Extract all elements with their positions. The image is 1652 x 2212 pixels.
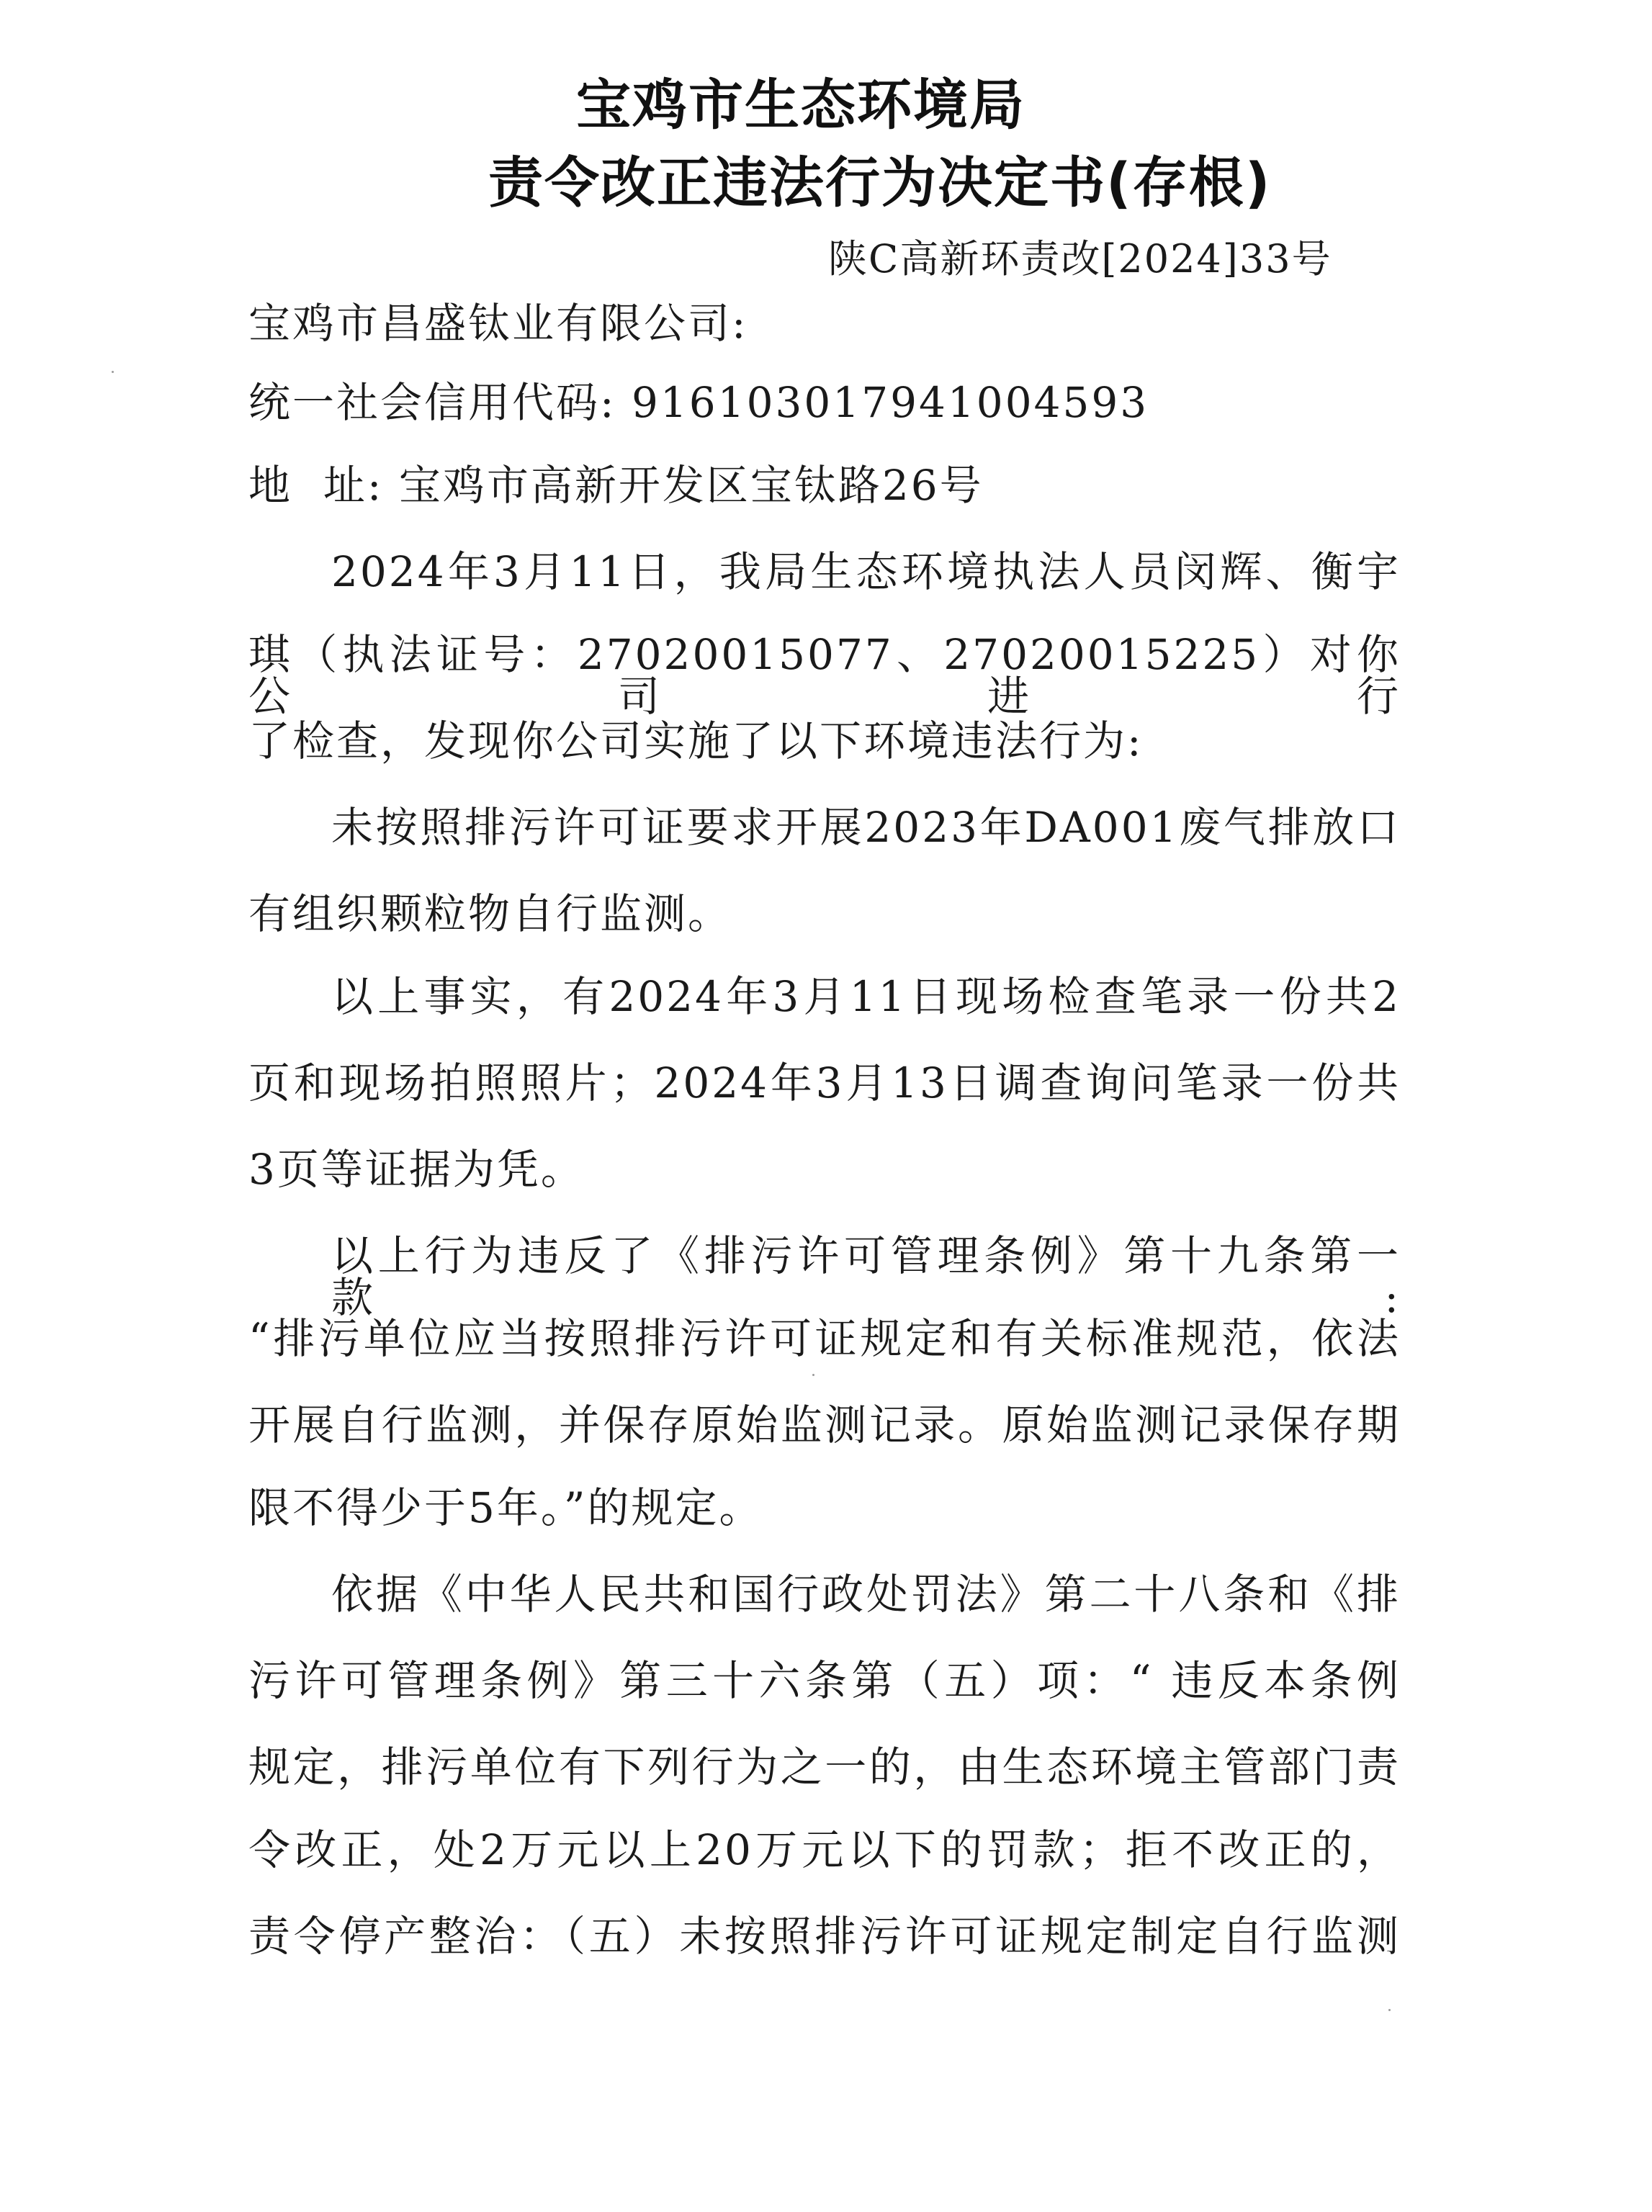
- body-line: 开展自行监测，并保存原始监测记录。原始监测记录保存期: [248, 1401, 1401, 1449]
- body-line: “排污单位应当按照排污许可证规定和有关标准规范，依法: [248, 1314, 1401, 1363]
- document-title-type: 责令改正违法行为决定书(存根): [488, 150, 1272, 215]
- body-line: 了检查，发现你公司实施了以下环境违法行为:: [248, 716, 1144, 765]
- body-line: 规定，排污单位有下列行为之一的，由生态环境主管部门责: [248, 1743, 1401, 1791]
- scan-speck: [112, 371, 114, 373]
- body-line: 污许可管理条例》第三十六条第（五）项：“ 违反本条例: [248, 1656, 1401, 1705]
- document-number: 陕C高新环责改[2024]33号: [828, 236, 1332, 282]
- body-line: 以上事实，有2024年3月11日现场检查笔录一份共2: [331, 972, 1401, 1021]
- body-line: 琪（执法证号：27020015077、27020015225）对你公司进行: [248, 630, 1401, 721]
- body-line: 未按照排污许可证要求开展2023年DA001废气排放口: [331, 803, 1401, 852]
- body-line: 限不得少于5年。”的规定。: [248, 1483, 763, 1532]
- body-line: 依据《中华人民共和国行政处罚法》第二十八条和《排: [331, 1570, 1401, 1619]
- address: 地 址: 宝鸡市高新开发区宝钛路26号: [248, 461, 984, 510]
- body-line: 3页等证据为凭。: [248, 1145, 585, 1194]
- document-title-agency: 宝鸡市生态环境局: [576, 73, 1025, 137]
- body-line: 2024年3月11日，我局生态环境执法人员闵辉、衡宇: [331, 547, 1401, 596]
- body-line: 以上行为违反了《排污许可管理条例》第十九条第一款:: [331, 1231, 1401, 1322]
- scan-speck: [812, 1374, 814, 1376]
- scan-speck: [1388, 2009, 1391, 2011]
- body-line: 令改正，处2万元以上20万元以下的罚款；拒不改正的，: [248, 1825, 1401, 1874]
- body-line: 责令停产整治：（五）未按照排污许可证规定制定自行监测: [248, 1912, 1401, 1961]
- body-line: 页和现场拍照照片；2024年3月13日调查询问笔录一份共: [248, 1058, 1401, 1107]
- addressee-company: 宝鸡市昌盛钛业有限公司:: [248, 299, 748, 348]
- body-line: 有组织颗粒物自行监测。: [248, 889, 732, 938]
- credit-code: 统一社会信用代码: 916103017941004593: [248, 378, 1149, 427]
